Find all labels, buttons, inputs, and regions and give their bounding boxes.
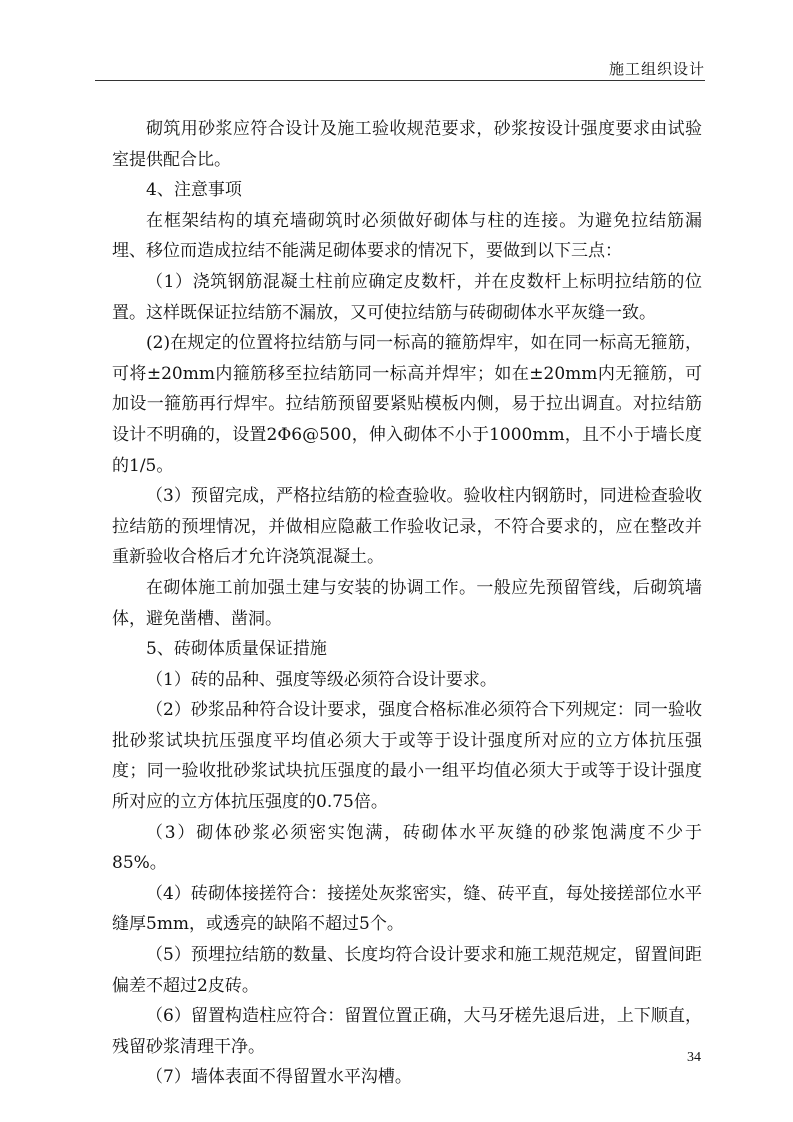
section-heading-notes: 4、注意事项: [146, 180, 242, 201]
header-title: 施工组织设计: [608, 60, 705, 78]
paragraph-mortar-intro: 砌筑用砂浆应符合设计及施工验收规范要求，砂浆按设计强度要求由试验室提供配合比。: [112, 119, 702, 170]
section-heading-quality: 5、砖砌体质量保证措施: [146, 639, 327, 660]
paragraph-note-2: (2)在规定的位置将拉结筋与同一标高的箍筋焊牢，如在同一标高无箍筋，可将±20mm内箍筋移至拉结筋同一标高并焊牢；如在±20mm内无箍筋，可加设一箍筋再行焊牢。拉结筋预留要紧贴模板内侧，易于拉出调直。对拉结筋设计不明确的，设置2Φ6@500，伸入砌体不小于1000mm，且不小于墙长度的1/5。: [112, 333, 702, 476]
paragraph-quality-4: （4）砖砌体接搓符合：接搓处灰浆密实，缝、砖平直，每处接搓部位水平缝厚5mm，或透亮的缺陷不超过5个。: [112, 883, 702, 935]
header-rule: [95, 80, 705, 81]
paragraph-quality-6: （6）留置构造柱应符合：留置位置正确，大马牙槎先退后进，上下顺直，残留砂浆清理干净。: [112, 1006, 702, 1057]
document-body: [112, 114, 702, 1093]
paragraph-note-3: （3）预留完成，严格拉结筋的检查验收。验收柱内钢筋时，同进检查验收拉结筋的预埋情况，并做相应隐蔽工作验收记录，不符合要求的，应在整改并重新验收合格后才允许浇筑混凝土。: [112, 486, 702, 568]
paragraph-quality-5: （5）预埋拉结筋的数量、长度均符合设计要求和施工规范规定，留置间距偏差不超过2皮砖。: [112, 945, 702, 996]
page-number: 34: [687, 1050, 701, 1065]
paragraph-quality-3: （3）砌体砂浆必须密实饱满，砖砌体水平灰缝的砂浆饱满度不少于85%。: [112, 822, 702, 874]
paragraph-note-1: （1）浇筑钢筋混凝土柱前应确定皮数杆，并在皮数杆上标明拉结筋的位置。这样既保证拉结筋不漏放，又可使拉结筋与砖砌砌体水平灰缝一致。: [112, 271, 702, 323]
paragraph-quality-7: （7）墙体表面不得留置水平沟槽。: [146, 1067, 412, 1088]
paragraph-frame-infill: 在框架结构的填充墙砌筑时必须做好砌体与柱的连接。为避免拉结筋漏埋、移位而造成拉结不能满足砌体要求的情况下，要做到以下三点：: [112, 210, 702, 262]
page-header: [0, 0, 793, 82]
paragraph-quality-2: （2）砂浆品种符合设计要求，强度合格标准必须符合下列规定：同一验收批砂浆试块抗压强度平均值必须大于或等于设计强度所对应的立方体抗压强度；同一验收批砂浆试块抗压强度的最小一组平均值必须大于或等于设计强度所对应的立方体抗压强度的0.75倍。: [112, 700, 702, 813]
paragraph-quality-1: （1）砖的品种、强度等级必须符合设计要求。: [146, 669, 497, 690]
paragraph-coordination: 在砌体施工前加强土建与安装的协调工作。一般应先预留管线，后砌筑墙体，避免凿槽、凿洞。: [112, 577, 702, 629]
